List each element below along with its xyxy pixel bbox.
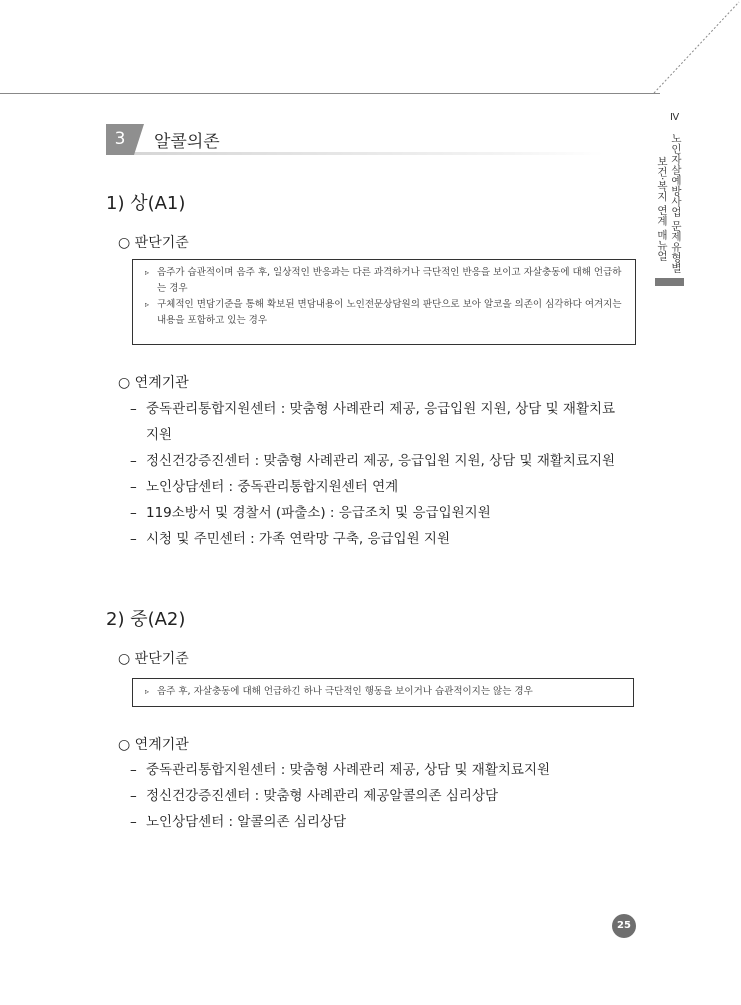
triangle-bullet-icon: ▹ bbox=[145, 300, 150, 309]
part2-criteria-label: ○ 판단기준 bbox=[118, 651, 189, 667]
part1-heading: 1) 상(A1) bbox=[106, 193, 186, 214]
list-item-continuation: 지원 bbox=[146, 427, 173, 443]
part1-criteria-box bbox=[132, 259, 636, 345]
section-title: 알콜의존 bbox=[154, 132, 220, 152]
dash-bullet: – bbox=[130, 788, 137, 804]
list-item: – 시청 및 주민센터 : 가족 연락망 구축, 응급입원 지원 bbox=[130, 526, 650, 552]
triangle-bullet-icon: ▹ bbox=[145, 687, 150, 696]
part1-agency-list bbox=[130, 396, 650, 552]
list-item: – 정신건강증진센터 : 맞춤형 사례관리 제공알콜의존 심리상담 bbox=[130, 783, 650, 809]
list-item: – 중독관리통합지원센터 : 맞춤형 사례관리 제공, 상담 및 재활치료지원 bbox=[130, 757, 650, 783]
header-diagonal-line bbox=[650, 0, 741, 95]
list-item: – 정신건강증진센터 : 맞춤형 사례관리 제공, 응급입원 지원, 상담 및 재활치료지원 bbox=[130, 448, 650, 474]
part2-heading: 2) 중(A2) bbox=[106, 609, 186, 630]
part2-criteria-box bbox=[132, 678, 634, 707]
chapter-title-line2: 보건·복지 연계 매뉴얼 bbox=[656, 156, 668, 261]
dash-bullet: – bbox=[130, 505, 137, 521]
dash-bullet: – bbox=[130, 401, 137, 417]
section-heading bbox=[106, 124, 606, 155]
list-item: – 노인상담센터 : 중독관리통합지원센터 연계 bbox=[130, 474, 650, 500]
part2-agency-list bbox=[130, 757, 650, 835]
dash-bullet: – bbox=[130, 479, 137, 495]
list-item: – 119소방서 및 경찰서 (파출소) : 응급조치 및 응급입원지원 bbox=[130, 500, 650, 526]
criteria-item: ▹ 음주 후, 자살충동에 대해 언급하긴 하나 극단적인 행동을 보이거나 습관적이지는 않는 경우 bbox=[145, 684, 625, 700]
criteria-item: ▹ 음주가 습관적이며 음주 후, 일상적인 반응과는 다른 과격하거나 극단적인 반응을 보이고 자살충동에 대해 언급하는 경우 bbox=[145, 267, 622, 294]
list-item: – 노인상담센터 : 알콜의존 심리상담 bbox=[130, 809, 650, 835]
chapter-tab-bar bbox=[655, 278, 684, 286]
chapter-number: Ⅳ bbox=[670, 112, 680, 123]
part1-criteria-label: ○ 판단기준 bbox=[118, 235, 189, 251]
part1-agency-label: ○ 연계기관 bbox=[118, 375, 189, 391]
dash-bullet: – bbox=[130, 762, 137, 778]
criteria-item: ▹ 구체적인 면담기준을 통해 확보된 면담내용이 노인전문상담원의 판단으로 보아 알코올 의존이 심각하다 여겨지는 내용을 포함하고 있는 경우 bbox=[145, 299, 622, 326]
part2-agency-label: ○ 연계기관 bbox=[118, 737, 189, 753]
dash-bullet: – bbox=[130, 531, 137, 547]
dash-bullet: – bbox=[130, 453, 137, 469]
list-item: – 중독관리통합지원센터 : 맞춤형 사례관리 제공, 응급입원 지원, 상담 및 재활치료 bbox=[130, 396, 650, 422]
header-rule bbox=[0, 93, 660, 94]
triangle-bullet-icon: ▹ bbox=[145, 268, 150, 277]
section-number: 3 bbox=[106, 124, 134, 155]
dash-bullet: – bbox=[130, 814, 137, 830]
chapter-title-line1: 노인자살예방사업 문제유형별 bbox=[670, 133, 682, 273]
section-number-tab bbox=[134, 124, 144, 155]
section-underline bbox=[134, 152, 604, 155]
page-number-badge: 25 bbox=[612, 914, 636, 938]
